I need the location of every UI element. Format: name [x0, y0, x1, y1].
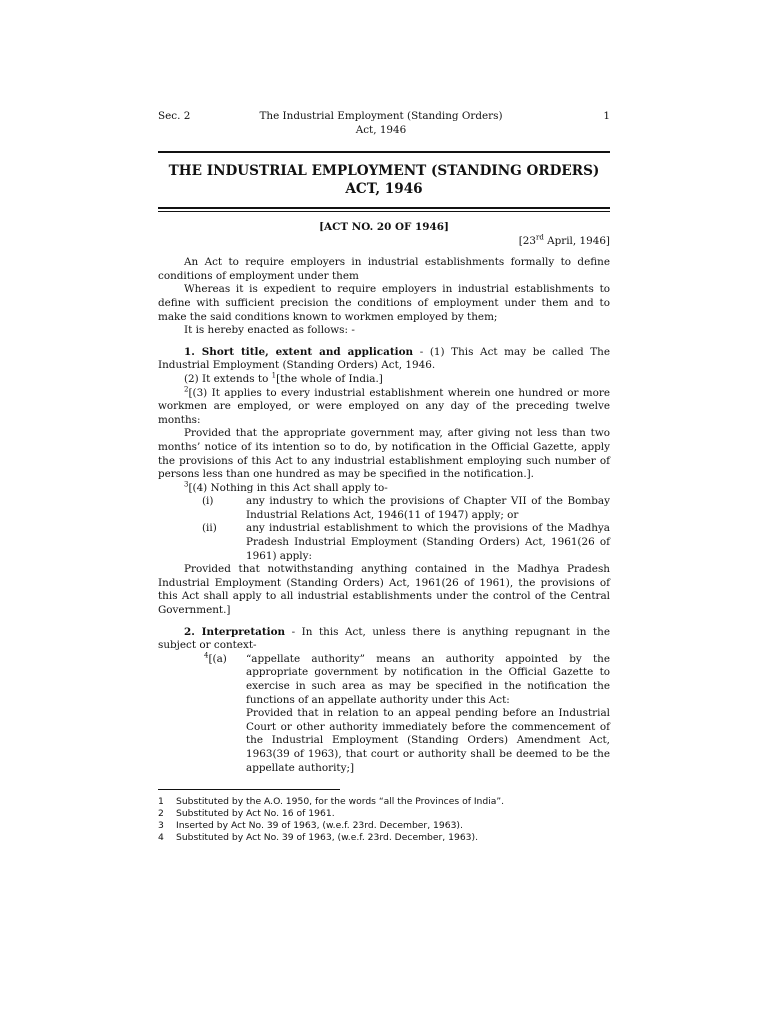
section-1-proviso-1: Provided that the appropriate government may, after giving not less than two months’ notice of its intention so to do, by notification in the Official Gazette, apply the provisions of this Act to any industrial establishment employing such number of persons less than one hundred as may be specified in the notification.].	[158, 427, 610, 481]
title-rule-top	[158, 151, 610, 153]
footnote-ref-1: 1	[271, 371, 277, 380]
footnote-number: 3	[158, 819, 164, 831]
document-page	[158, 110, 610, 843]
running-header	[158, 110, 610, 140]
footnote-text: Substituted by the A.O. 1950, for the words “all the Provinces of India”.	[176, 796, 505, 808]
footnote-text: Substituted by Act No. 39 of 1963, (w.e.f. 23rd. December, 1963).	[176, 831, 479, 843]
sub3-text: [(3) It applies to every industrial establishment wherein one hundred or more workmen are employed, or were employed on any day of the preceding twelve months:	[158, 386, 610, 426]
act-date	[158, 235, 610, 249]
footnote-ref-4: 4	[204, 651, 209, 660]
header-section: Sec. 2	[158, 110, 191, 122]
footnote-ref-3: 3	[184, 480, 189, 489]
header-title-line2: Act, 1946	[355, 123, 407, 136]
date-rest: April, 1946]	[543, 234, 610, 247]
section-1-subsection-1	[158, 346, 610, 373]
section-1-text: - (1) This Act may be called The Industrial Employment (Standing Orders) Act, 1946.	[158, 345, 610, 372]
act-title-line1: THE INDUSTRIAL EMPLOYMENT (STANDING ORDERS)	[168, 163, 600, 179]
header-page-number: 1	[603, 110, 610, 122]
footnote-ref-2: 2	[184, 385, 189, 394]
sub2-bracket: [the whole of India.]	[276, 372, 383, 385]
header-title-line1: The Industrial Employment (Standing Orders)	[259, 110, 503, 122]
def-a-label-text: [(a)	[208, 652, 227, 665]
footnote-rule	[158, 789, 340, 790]
footnote-text: Substituted by Act No. 16 of 1961.	[176, 807, 335, 819]
header-title	[246, 110, 516, 137]
clause-i-text: any industry to which the provisions of Chapter VII of the Bombay Industrial Relations Act, 1946(11 of 1947) apply; or	[246, 495, 610, 521]
preamble-whereas: Whereas it is expedient to require employers in industrial establishments to define with sufficient precision the conditions of employment under them and to make the said conditions known to workmen employed by them;	[158, 283, 610, 323]
clause-ii-label: (ii)	[202, 522, 217, 535]
clause-ii	[158, 522, 610, 563]
section-1-proviso-2: Provided that notwithstanding anything contained in the Madhya Pradesh Industrial Employment (Standing Orders) Act, 1961(26 of 1961), the provisions of this Act shall apply to all industrial establishments under the control of the Central Government.]	[158, 563, 610, 617]
section-1-heading: 1. Short title, extent and application	[184, 345, 414, 358]
act-title	[158, 162, 610, 198]
definition-a-body	[246, 653, 610, 775]
date-ordinal: rd	[535, 233, 544, 242]
act-number: [ACT NO. 20 OF 1946]	[319, 221, 449, 233]
section-2-intro	[158, 626, 610, 653]
sub2-text: (2) It extends to	[184, 372, 272, 385]
footnote-number: 1	[158, 796, 164, 808]
clause-i	[158, 495, 610, 522]
definition-a-text: “appellate authority” means an authority appointed by the appropriate government by notification in the Official Gazette to exercise in such area as may be specified in the notification the functions of an appellate authority under this Act:	[246, 652, 610, 706]
section-1-subsection-4	[158, 482, 610, 496]
act-title-line2: ACT, 1946	[345, 181, 423, 197]
footnote-number: 4	[158, 831, 164, 843]
section-2-heading: 2. Interpretation	[184, 625, 286, 638]
footnote-text: Inserted by Act No. 39 of 1963, (w.e.f. 23rd. December, 1963).	[176, 819, 463, 831]
section-1-subsection-2	[158, 373, 610, 387]
clause-ii-text: any industrial establishment to which the provisions of the Madhya Pradesh Industrial Employment (Standing Orders) Act, 1961(26 of 1961) apply:	[246, 522, 610, 562]
definition-a-proviso: Provided that in relation to an appeal pending before an Industrial Court or other authority immediately before the commencement of the Industrial Employment (Standing Orders) Amendment Act, 1963(39 of 1963), that court or authority shall be deemed to be the appellate authority;]	[246, 707, 610, 774]
definition-a-label	[204, 653, 227, 667]
section-1-subsection-3	[158, 387, 610, 428]
clause-i-label: (i)	[202, 495, 214, 508]
date-day: [23	[518, 234, 536, 247]
preamble-long-title: An Act to require employers in industrial establishments formally to define conditions of employment under them	[158, 256, 610, 282]
section-2-text: - In this Act, unless there is anything repugnant in the subject or context-	[158, 625, 610, 652]
sub4-text: [(4) Nothing in this Act shall apply to-	[188, 481, 388, 494]
footnote-2	[158, 808, 610, 820]
footnote-4	[158, 832, 610, 844]
definition-a	[158, 653, 610, 775]
footnote-1	[158, 796, 610, 808]
footnote-3	[158, 820, 610, 832]
title-rule-bottom	[158, 207, 610, 212]
footnote-number: 2	[158, 807, 164, 819]
preamble-enacting: It is hereby enacted as follows: -	[184, 324, 355, 337]
